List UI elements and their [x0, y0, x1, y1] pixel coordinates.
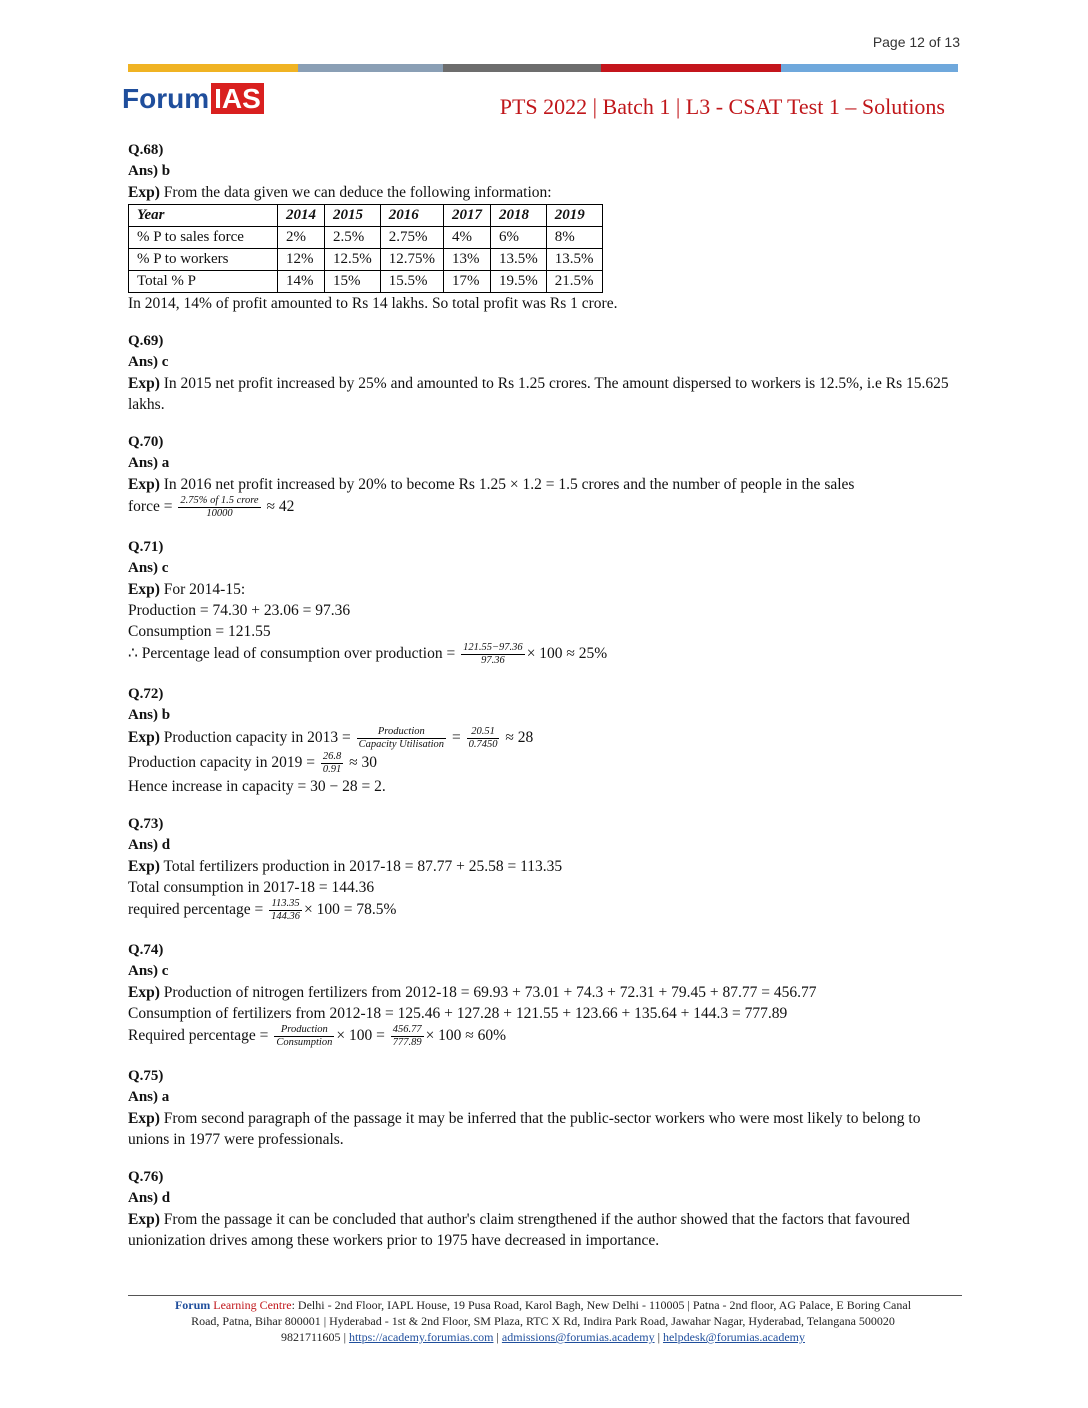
explanation-line: Consumption = 121.55 — [128, 623, 271, 640]
formula-line — [128, 1024, 960, 1049]
table-header-cell: 2018 — [491, 205, 547, 227]
forumias-logo — [122, 82, 264, 116]
answer: Ans) d — [128, 1190, 171, 1206]
numerator: 2.75% of 1.5 crore — [180, 495, 259, 506]
explanation-line: Production = 74.30 + 23.06 = 97.36 — [128, 602, 351, 619]
table-cell: 14% — [278, 271, 325, 293]
question-number: Q.70) — [128, 434, 164, 450]
explanation-line: Consumption of fertilizers from 2012-18 = 125.46 + 127.28 + 121.55 + 123.66 + 135.64 + 144.3 = 777.89 — [128, 1005, 788, 1022]
question-block-70 — [128, 432, 960, 520]
explanation-text: Production of nitrogen fertilizers from 2012-18 = 69.93 + 73.01 + 74.3 + 72.31 + 79.45 + 87.77 = 456.77 — [163, 984, 817, 1001]
answer: Ans) b — [128, 707, 171, 723]
footer-divider — [128, 1295, 962, 1296]
footer-address-1: : Delhi - 2nd Floor, IAPL House, 19 Pusa Road, Karol Bagh, New Delhi - 110005 | Patna - 2nd floor, AG Palace, E Boring Canal — [291, 1298, 912, 1312]
exp-label: Exp) — [128, 1110, 160, 1127]
table-cell: 2.5% — [325, 227, 381, 249]
formula-text: = — [451, 729, 461, 747]
table-row — [129, 249, 603, 271]
fraction — [274, 1024, 334, 1049]
answer: Ans) b — [128, 163, 171, 179]
exp-label: Exp) — [128, 729, 160, 747]
formula-text: × 100 ≈ 60% — [425, 1027, 507, 1045]
footer-address-line — [118, 1297, 968, 1313]
question-block-68 — [128, 140, 960, 314]
numerator: 456.77 — [392, 1024, 422, 1035]
explanation — [128, 182, 960, 203]
logo-forum-text: Forum — [122, 83, 210, 114]
denominator: 10000 — [206, 508, 233, 519]
question-number: Q.75) — [128, 1068, 164, 1084]
numerator: Production — [274, 1024, 334, 1037]
explanation — [128, 982, 960, 1003]
color-bar-segment — [298, 64, 443, 72]
formula-line — [128, 898, 960, 923]
explanation-text: For 2014-15: — [163, 581, 246, 598]
explanation — [128, 474, 960, 495]
footer-address-2: Road, Patna, Bihar 800001 | Hyderabad - 1st & 2nd Floor, SM Plaza, RTC X Rd, Indira Park Road, Jawahar Nagar, Hyderabad, Telangana 500020 — [191, 1314, 895, 1328]
answer: Ans) d — [128, 837, 171, 853]
explanation — [128, 1209, 960, 1251]
table-cell: % P to workers — [129, 249, 278, 271]
table-header-cell: 2014 — [278, 205, 325, 227]
formula-text: Required percentage = — [128, 1027, 269, 1045]
denominator: 0.7450 — [468, 739, 498, 750]
denominator: Consumption — [276, 1037, 333, 1048]
formula-text: ≈ 30 — [349, 754, 377, 772]
fraction — [178, 495, 260, 520]
table-row — [129, 271, 603, 293]
fraction — [321, 751, 343, 776]
question-block-76 — [128, 1167, 960, 1251]
table-cell: 6% — [491, 227, 547, 249]
table-header-cell: 2016 — [380, 205, 443, 227]
solutions-content — [128, 140, 960, 1268]
denominator: 97.36 — [481, 655, 505, 666]
table-header-cell: Year — [129, 205, 278, 227]
explanation — [128, 579, 960, 600]
table-header-cell: 2017 — [444, 205, 491, 227]
question-block-72 — [128, 684, 960, 797]
denominator: 777.89 — [392, 1037, 422, 1048]
table-cell: 12.5% — [325, 249, 381, 271]
table-cell: 12.75% — [380, 249, 443, 271]
table-header-cell: 2019 — [546, 205, 602, 227]
fraction — [357, 726, 446, 751]
formula-text: ≈ 42 — [266, 498, 295, 516]
table-cell: 15.5% — [380, 271, 443, 293]
table-cell: 15% — [325, 271, 381, 293]
answer: Ans) a — [128, 455, 170, 471]
formula-line — [128, 642, 960, 667]
explanation-text: Total fertilizers production in 2017-18 = 87.77 + 25.58 = 113.35 — [163, 858, 563, 875]
exp-label: Exp) — [128, 858, 160, 875]
formula-text: Production capacity in 2019 = — [128, 754, 315, 772]
exp-label: Exp) — [128, 581, 160, 598]
formula-text: force = — [128, 498, 173, 516]
exp-label: Exp) — [128, 1211, 160, 1228]
table-cell: 2% — [278, 227, 325, 249]
question-number: Q.73) — [128, 816, 164, 832]
fraction — [391, 1024, 424, 1049]
document-title: PTS 2022 | Batch 1 | L3 - CSAT Test 1 – Solutions — [499, 94, 945, 119]
formula-text: ≈ 28 — [505, 729, 534, 747]
footer-phone: 9821711605 — [281, 1330, 341, 1344]
table-cell: 8% — [546, 227, 602, 249]
page-number: Page 12 of 13 — [872, 34, 960, 50]
formula-line — [128, 726, 960, 751]
formula-text: ∴ Percentage lead of consumption over production = — [128, 645, 456, 663]
table-cell: Total % P — [129, 271, 278, 293]
numerator: 121.55−97.36 — [463, 642, 523, 653]
fraction — [467, 726, 500, 751]
table-cell: 13.5% — [491, 249, 547, 271]
numerator: Production — [357, 726, 446, 739]
color-bar-segment — [128, 64, 298, 72]
table-cell: 21.5% — [546, 271, 602, 293]
question-number: Q.72) — [128, 686, 164, 702]
question-block-75 — [128, 1066, 960, 1150]
footer — [118, 1297, 968, 1345]
table-header-row — [129, 205, 603, 227]
exp-label: Exp) — [128, 184, 160, 201]
formula-line — [128, 751, 960, 776]
explanation-text: In 2015 net profit increased by 25% and amounted to Rs 1.25 crores. The amount dispersed to workers is 12.5%, i.e Rs 15.625 lakhs. — [128, 375, 949, 413]
table-cell: 2.75% — [380, 227, 443, 249]
answer: Ans) a — [128, 1089, 170, 1105]
question-block-69 — [128, 331, 960, 415]
question-number: Q.76) — [128, 1169, 164, 1185]
footer-brand-rest: Learning Centre — [213, 1298, 292, 1312]
denominator: 0.91 — [322, 764, 342, 775]
footer-brand-forum: Forum — [174, 1298, 211, 1312]
question-number: Q.69) — [128, 333, 164, 349]
numerator: 20.51 — [467, 726, 500, 739]
explanation-text: In 2016 net profit increased by 20% to become Rs 1.25 × 1.2 = 1.5 crores and the number of people in the sales — [163, 476, 855, 493]
question-number: Q.68) — [128, 142, 164, 158]
color-bar-segment — [601, 64, 781, 72]
table-cell: 19.5% — [491, 271, 547, 293]
table-cell: 4% — [444, 227, 491, 249]
explanation — [128, 856, 960, 877]
explanation-text: From second paragraph of the passage it may be inferred that the public-sector workers who were most likely to belong to unions in 1977 were professionals. — [128, 1110, 921, 1148]
exp-label: Exp) — [128, 476, 160, 493]
formula-text: Production capacity in 2013 = — [163, 729, 351, 747]
formula-text: × 100 ≈ 25% — [526, 645, 608, 663]
fraction — [269, 898, 302, 923]
answer: Ans) c — [128, 354, 169, 370]
question-number: Q.74) — [128, 942, 164, 958]
table-row — [129, 227, 603, 249]
color-bar-segment — [443, 64, 601, 72]
answer: Ans) c — [128, 560, 169, 576]
formula-text: × 100 = 78.5% — [304, 901, 397, 919]
logo-ias-text: IAS — [211, 83, 264, 114]
numerator: 26.8 — [322, 751, 342, 762]
explanation-conclusion: In 2014, 14% of profit amounted to Rs 14 lakhs. So total profit was Rs 1 crore. — [128, 295, 618, 312]
explanation-line: Hence increase in capacity = 30 − 28 = 2. — [128, 778, 386, 795]
explanation-text: From the data given we can deduce the following information: — [163, 184, 552, 201]
color-bar-segment — [781, 64, 958, 72]
question-block-73 — [128, 814, 960, 923]
footer-website-link[interactable]: https://academy.forumias.com — [348, 1330, 494, 1344]
answer: Ans) c — [128, 963, 169, 979]
formula-text: × 100 = — [336, 1027, 385, 1045]
footer-helpdesk-email-link[interactable]: helpdesk@forumias.academy — [662, 1330, 805, 1344]
exp-label: Exp) — [128, 984, 160, 1001]
footer-admissions-email-link[interactable]: admissions@forumias.academy — [501, 1330, 655, 1344]
table-header-cell: 2015 — [325, 205, 381, 227]
denominator: Capacity Utilisation — [358, 739, 445, 750]
numerator: 113.35 — [269, 898, 302, 911]
fraction — [461, 642, 525, 667]
formula-text: required percentage = — [128, 901, 264, 919]
denominator: 144.36 — [271, 911, 300, 922]
explanation — [128, 373, 960, 415]
footer-contact-line: 9821711605 | https://academy.forumias.com | admissions@forumias.academy | helpdesk@forumias.academy — [281, 1330, 805, 1344]
header-color-bar — [128, 64, 958, 72]
table-cell: 17% — [444, 271, 491, 293]
explanation — [128, 1108, 960, 1150]
table-cell: 12% — [278, 249, 325, 271]
table-cell: 13% — [444, 249, 491, 271]
explanation-text: From the passage it can be concluded that author's claim strengthened if the author showed that the factors that favoured unionization drives among these workers prior to 1975 have decreased in importance. — [128, 1211, 910, 1249]
explanation-line: Total consumption in 2017-18 = 144.36 — [128, 879, 375, 896]
question-block-71 — [128, 537, 960, 667]
formula-line — [128, 495, 960, 520]
table-cell: 13.5% — [546, 249, 602, 271]
table-cell: % P to sales force — [129, 227, 278, 249]
question-number: Q.71) — [128, 539, 164, 555]
exp-label: Exp) — [128, 375, 160, 392]
question-block-74 — [128, 940, 960, 1049]
profit-share-table — [128, 204, 603, 293]
